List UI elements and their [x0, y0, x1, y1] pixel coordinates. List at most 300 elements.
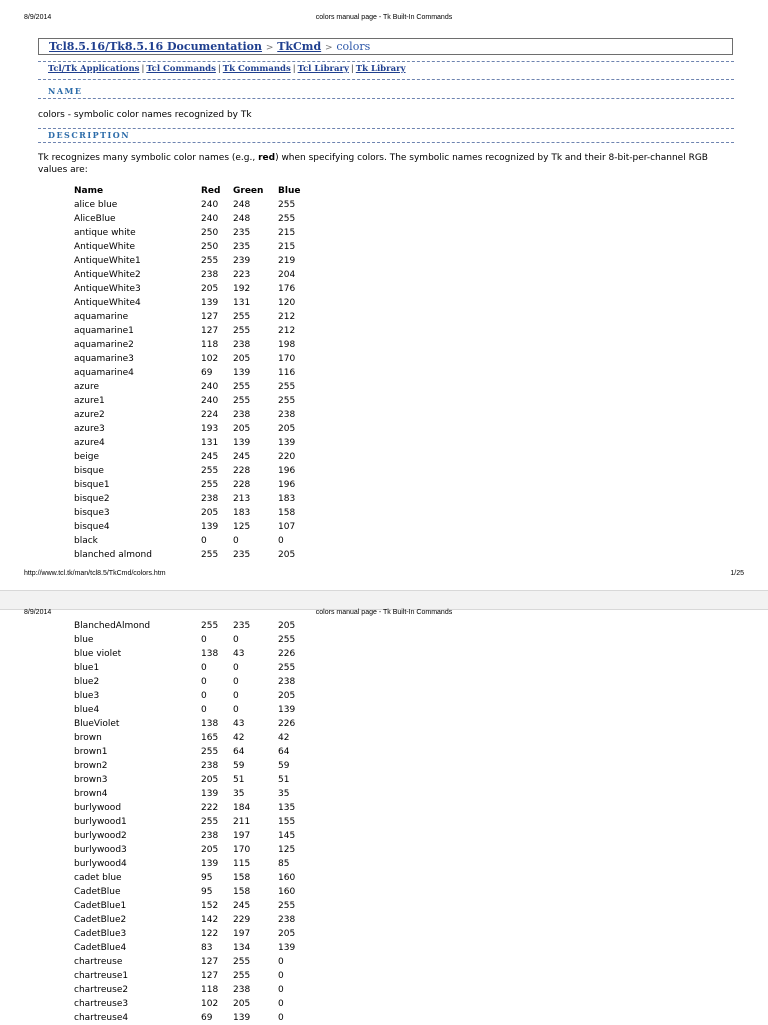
table-row: [74, 464, 318, 478]
cell-green: 235: [233, 242, 251, 252]
cell-name: cadet blue: [74, 873, 122, 883]
table-row: [74, 675, 318, 689]
cell-red: 255: [201, 550, 219, 560]
cell-green: 239: [233, 256, 251, 266]
cell-red: 127: [201, 312, 219, 322]
cell-green: 255: [233, 396, 251, 406]
cell-blue: 198: [278, 340, 296, 350]
cell-blue: 205: [278, 550, 296, 560]
cell-name: blue violet: [74, 649, 122, 659]
table-row: [74, 829, 318, 843]
cell-green: 255: [233, 957, 251, 967]
cell-name: CadetBlue3: [74, 929, 127, 939]
cell-name: brown1: [74, 747, 108, 757]
description-text: Tk recognizes many symbolic color names (e.g., red) when specifying colors. The symbolic names recognized by Tk and their 8-bit-per-channel RGB values are:: [38, 153, 708, 175]
cell-red: 0: [201, 663, 207, 673]
table-row: [74, 506, 318, 520]
nav-link-tcl-commands[interactable]: Tcl Commands: [146, 64, 216, 74]
cell-blue: 51: [278, 775, 290, 785]
table-row: [74, 212, 318, 226]
table-row: [74, 969, 318, 983]
cell-blue: 238: [278, 915, 296, 925]
cell-name: azure2: [74, 410, 105, 420]
cell-green: 235: [233, 550, 251, 560]
cell-red: 139: [201, 859, 219, 869]
cell-name: BlueViolet: [74, 719, 120, 729]
cell-name: chartreuse1: [74, 971, 129, 981]
cell-red: 0: [201, 677, 207, 687]
nav-link-tk-commands[interactable]: Tk Commands: [222, 64, 291, 74]
cell-red: 69: [201, 1013, 213, 1023]
cell-red: 139: [201, 298, 219, 308]
cell-red: 240: [201, 382, 219, 392]
cell-blue: 42: [278, 733, 290, 743]
cell-name: chartreuse3: [74, 999, 129, 1009]
cell-red: 193: [201, 424, 219, 434]
nav-separator: |: [141, 64, 145, 74]
cell-green: 213: [233, 494, 251, 504]
cell-blue: 0: [278, 999, 284, 1009]
table-row: [74, 759, 318, 773]
cell-green: 205: [233, 354, 251, 364]
table-row: [74, 408, 318, 422]
table-row: [74, 450, 318, 464]
cell-blue: 0: [278, 957, 284, 967]
cell-blue: 255: [278, 382, 296, 392]
breadcrumb-section-link[interactable]: TkCmd: [277, 40, 322, 53]
cell-name: black: [74, 536, 98, 546]
table-row: [74, 983, 318, 997]
page2-header-title: colors manual page - Tk Built-In Commands: [315, 609, 453, 616]
cell-name: aquamarine3: [74, 354, 134, 364]
cell-red: 255: [201, 817, 219, 827]
cell-green: 0: [233, 536, 239, 546]
cell-green: 255: [233, 326, 251, 336]
cell-green: 248: [233, 214, 251, 224]
cell-blue: 255: [278, 635, 296, 645]
table-row: [74, 689, 318, 703]
nav-links: [48, 64, 406, 74]
color-table-page1: [74, 184, 318, 562]
cell-green: 245: [233, 901, 251, 911]
cell-green: 139: [233, 1013, 251, 1023]
cell-blue: 116: [278, 368, 296, 378]
cell-red: 138: [201, 649, 219, 659]
cell-name: CadetBlue1: [74, 901, 127, 911]
cell-red: 138: [201, 719, 219, 729]
cell-red: 222: [201, 803, 219, 813]
cell-red: 122: [201, 929, 219, 939]
cell-name: brown3: [74, 775, 108, 785]
description-heading: DESCRIPTION: [48, 130, 131, 140]
cell-blue: 226: [278, 649, 296, 659]
breadcrumb-root-link[interactable]: Tcl8.5.16/Tk8.5.16 Documentation: [49, 40, 263, 53]
cell-name: burlywood1: [74, 817, 127, 827]
cell-blue: 220: [278, 452, 296, 462]
table-row: [74, 647, 318, 661]
table-row: [74, 198, 318, 212]
table-row: [74, 745, 318, 759]
cell-green: 0: [233, 663, 239, 673]
cell-blue: 155: [278, 817, 296, 827]
cell-name: brown4: [74, 789, 108, 799]
cell-blue: 196: [278, 466, 296, 476]
cell-green: 0: [233, 691, 239, 701]
header-green: Green: [233, 186, 264, 196]
table-row: [74, 913, 318, 927]
cell-red: 152: [201, 901, 219, 911]
cell-red: 238: [201, 494, 219, 504]
table-row: [74, 703, 318, 717]
divider-line: [38, 142, 734, 143]
table-row: [74, 633, 318, 647]
cell-blue: 0: [278, 1013, 284, 1023]
cell-name: CadetBlue: [74, 887, 121, 897]
page1-footer-page-number: 1/25: [730, 570, 744, 577]
divider-line: [38, 61, 734, 62]
cell-name: bisque: [74, 466, 104, 476]
table-row: [74, 955, 318, 969]
cell-red: 83: [201, 943, 213, 953]
table-row: [74, 324, 318, 338]
cell-green: 238: [233, 985, 251, 995]
cell-red: 69: [201, 368, 213, 378]
table-row: [74, 240, 318, 254]
cell-name: AntiqueWhite: [74, 242, 136, 252]
cell-red: 205: [201, 845, 219, 855]
cell-blue: 59: [278, 761, 290, 771]
cell-red: 250: [201, 242, 219, 252]
cell-blue: 107: [278, 522, 296, 532]
table-row: [74, 478, 318, 492]
cell-green: 64: [233, 747, 245, 757]
table-header-row: [74, 184, 318, 198]
cell-green: 59: [233, 761, 245, 771]
cell-name: burlywood2: [74, 831, 127, 841]
cell-green: 0: [233, 705, 239, 715]
cell-red: 127: [201, 957, 219, 967]
name-text: colors - symbolic color names recognized by Tk: [38, 110, 252, 120]
divider-line: [38, 79, 734, 80]
cell-name: AntiqueWhite1: [74, 256, 141, 266]
cell-green: 115: [233, 859, 251, 869]
cell-green: 170: [233, 845, 251, 855]
nav-link-tcl-library[interactable]: Tcl Library: [297, 64, 349, 74]
cell-name: BlanchedAlmond: [74, 621, 151, 631]
cell-red: 255: [201, 466, 219, 476]
table-row: [74, 380, 318, 394]
cell-blue: 212: [278, 326, 296, 336]
cell-name: bisque2: [74, 494, 110, 504]
cell-name: bisque1: [74, 480, 110, 490]
table-row: [74, 731, 318, 745]
cell-blue: 160: [278, 887, 296, 897]
cell-blue: 226: [278, 719, 296, 729]
cell-name: azure: [74, 382, 99, 392]
nav-link-tk-library[interactable]: Tk Library: [355, 64, 406, 74]
cell-blue: 160: [278, 873, 296, 883]
cell-red: 255: [201, 621, 219, 631]
cell-name: CadetBlue2: [74, 915, 127, 925]
cell-green: 183: [233, 508, 251, 518]
cell-blue: 158: [278, 508, 296, 518]
cell-green: 184: [233, 803, 251, 813]
cell-name: burlywood4: [74, 859, 127, 869]
table-row: [74, 520, 318, 534]
table-row: [74, 787, 318, 801]
cell-red: 118: [201, 340, 219, 350]
breadcrumb: [38, 38, 733, 55]
table-row: [74, 296, 318, 310]
cell-blue: 215: [278, 242, 296, 252]
table-row: [74, 871, 318, 885]
table-row: [74, 857, 318, 871]
cell-blue: 85: [278, 859, 290, 869]
cell-green: 255: [233, 312, 251, 322]
page1-date: 8/9/2014: [24, 14, 52, 21]
cell-red: 139: [201, 522, 219, 532]
cell-name: azure4: [74, 438, 105, 448]
cell-red: 139: [201, 789, 219, 799]
cell-blue: 255: [278, 214, 296, 224]
cell-green: 235: [233, 621, 251, 631]
nav-link-tcl-tk-applications[interactable]: Tcl/Tk Applications: [48, 64, 140, 74]
nav-separator: |: [350, 64, 354, 74]
cell-red: 127: [201, 326, 219, 336]
cell-red: 95: [201, 873, 213, 883]
cell-green: 131: [233, 298, 251, 308]
cell-green: 255: [233, 382, 251, 392]
cell-red: 238: [201, 831, 219, 841]
cell-blue: 120: [278, 298, 296, 308]
cell-blue: 215: [278, 228, 296, 238]
cell-red: 255: [201, 256, 219, 266]
cell-blue: 238: [278, 410, 296, 420]
cell-name: chartreuse4: [74, 1013, 129, 1023]
cell-green: 42: [233, 733, 245, 743]
cell-red: 255: [201, 480, 219, 490]
cell-green: 158: [233, 873, 251, 883]
cell-green: 197: [233, 929, 251, 939]
cell-red: 131: [201, 438, 219, 448]
page1-header-title: colors manual page - Tk Built-In Commands: [315, 14, 453, 21]
cell-red: 240: [201, 200, 219, 210]
header-name: Name: [74, 186, 104, 196]
cell-name: aquamarine1: [74, 326, 134, 336]
table-row: [74, 885, 318, 899]
cell-blue: 139: [278, 705, 296, 715]
breadcrumb-current: colors: [336, 40, 371, 53]
cell-red: 224: [201, 410, 219, 420]
cell-name: blue4: [74, 705, 100, 715]
cell-green: 0: [233, 635, 239, 645]
table-row: [74, 843, 318, 857]
cell-red: 238: [201, 761, 219, 771]
cell-name: blue1: [74, 663, 100, 673]
nav-separator: |: [217, 64, 221, 74]
cell-name: aquamarine: [74, 312, 129, 322]
cell-blue: 35: [278, 789, 290, 799]
name-heading: NAME: [48, 86, 83, 96]
cell-name: antique white: [74, 228, 136, 238]
table-row: [74, 941, 318, 955]
cell-name: aquamarine2: [74, 340, 134, 350]
cell-name: blue2: [74, 677, 100, 687]
cell-red: 245: [201, 452, 219, 462]
cell-blue: 145: [278, 831, 296, 841]
cell-name: AntiqueWhite2: [74, 270, 141, 280]
cell-green: 211: [233, 817, 251, 827]
cell-green: 139: [233, 438, 251, 448]
table-row: [74, 254, 318, 268]
table-row: [74, 394, 318, 408]
cell-name: AntiqueWhite3: [74, 284, 141, 294]
page-break: [0, 590, 768, 610]
page1-footer-url: http://www.tcl.tk/man/tcl8.5/TkCmd/colors.htm: [24, 570, 166, 577]
table-row: [74, 927, 318, 941]
table-row: [74, 548, 318, 562]
cell-green: 51: [233, 775, 245, 785]
cell-blue: 212: [278, 312, 296, 322]
cell-green: 238: [233, 410, 251, 420]
cell-name: alice blue: [74, 200, 118, 210]
cell-name: blue: [74, 635, 94, 645]
cell-red: 102: [201, 999, 219, 1009]
cell-name: beige: [74, 452, 100, 462]
table-row: [74, 661, 318, 675]
table-row: [74, 534, 318, 548]
cell-green: 43: [233, 649, 245, 659]
cell-red: 0: [201, 635, 207, 645]
cell-green: 205: [233, 999, 251, 1009]
table-row: [74, 717, 318, 731]
cell-name: burlywood: [74, 803, 122, 813]
cell-green: 43: [233, 719, 245, 729]
cell-name: blanched almond: [74, 550, 152, 560]
cell-blue: 255: [278, 396, 296, 406]
table-row: [74, 899, 318, 913]
table-row: [74, 352, 318, 366]
divider-line: [38, 98, 734, 99]
cell-blue: 183: [278, 494, 296, 504]
breadcrumb-separator: >: [265, 43, 274, 53]
cell-red: 118: [201, 985, 219, 995]
cell-red: 255: [201, 747, 219, 757]
cell-name: aquamarine4: [74, 368, 134, 378]
cell-name: brown: [74, 733, 102, 743]
cell-blue: 139: [278, 438, 296, 448]
cell-green: 197: [233, 831, 251, 841]
cell-blue: 255: [278, 663, 296, 673]
cell-red: 0: [201, 705, 207, 715]
cell-blue: 205: [278, 929, 296, 939]
description-bold-word: red: [258, 153, 276, 163]
cell-green: 223: [233, 270, 251, 280]
cell-blue: 205: [278, 691, 296, 701]
cell-name: chartreuse2: [74, 985, 129, 995]
cell-blue: 176: [278, 284, 296, 294]
cell-name: bisque3: [74, 508, 110, 518]
cell-green: 0: [233, 677, 239, 687]
breadcrumb-separator: >: [325, 43, 333, 53]
cell-blue: 135: [278, 803, 296, 813]
header-blue: Blue: [278, 186, 301, 196]
table-row: [74, 1011, 318, 1025]
divider-line: [38, 128, 734, 129]
table-row: [74, 492, 318, 506]
cell-green: 228: [233, 480, 251, 490]
header-red: Red: [201, 186, 221, 196]
table-row: [74, 226, 318, 240]
cell-green: 35: [233, 789, 245, 799]
cell-green: 228: [233, 466, 251, 476]
cell-name: AliceBlue: [74, 214, 116, 224]
cell-red: 205: [201, 775, 219, 785]
cell-red: 102: [201, 354, 219, 364]
cell-green: 235: [233, 228, 251, 238]
cell-blue: 0: [278, 536, 284, 546]
cell-red: 165: [201, 733, 219, 743]
cell-red: 205: [201, 284, 219, 294]
table-row: [74, 338, 318, 352]
cell-blue: 205: [278, 424, 296, 434]
cell-red: 142: [201, 915, 219, 925]
cell-green: 255: [233, 971, 251, 981]
cell-green: 158: [233, 887, 251, 897]
cell-blue: 139: [278, 943, 296, 953]
cell-name: azure1: [74, 396, 105, 406]
cell-green: 192: [233, 284, 251, 294]
cell-green: 238: [233, 340, 251, 350]
cell-red: 95: [201, 887, 213, 897]
cell-green: 205: [233, 424, 251, 434]
cell-green: 125: [233, 522, 251, 532]
cell-blue: 64: [278, 747, 290, 757]
cell-blue: 196: [278, 480, 296, 490]
cell-blue: 219: [278, 256, 296, 266]
table-row: [74, 282, 318, 296]
cell-blue: 170: [278, 354, 296, 364]
table-row: [74, 422, 318, 436]
page2-date: 8/9/2014: [24, 609, 52, 616]
table-row: [74, 801, 318, 815]
cell-green: 229: [233, 915, 251, 925]
cell-red: 240: [201, 214, 219, 224]
table-row: [74, 997, 318, 1011]
cell-red: 238: [201, 270, 219, 280]
cell-blue: 204: [278, 270, 296, 280]
cell-name: azure3: [74, 424, 105, 434]
cell-blue: 205: [278, 621, 296, 631]
table-row: [74, 268, 318, 282]
table-row: [74, 436, 318, 450]
cell-blue: 0: [278, 985, 284, 995]
color-table-page2: [74, 619, 318, 1025]
cell-red: 0: [201, 691, 207, 701]
cell-blue: 238: [278, 677, 296, 687]
cell-name: CadetBlue4: [74, 943, 127, 953]
cell-green: 245: [233, 452, 251, 462]
cell-red: 250: [201, 228, 219, 238]
cell-name: bisque4: [74, 522, 110, 532]
cell-red: 240: [201, 396, 219, 406]
cell-red: 205: [201, 508, 219, 518]
cell-red: 127: [201, 971, 219, 981]
cell-blue: 255: [278, 901, 296, 911]
cell-green: 139: [233, 368, 251, 378]
cell-name: burlywood3: [74, 845, 127, 855]
cell-blue: 255: [278, 200, 296, 210]
